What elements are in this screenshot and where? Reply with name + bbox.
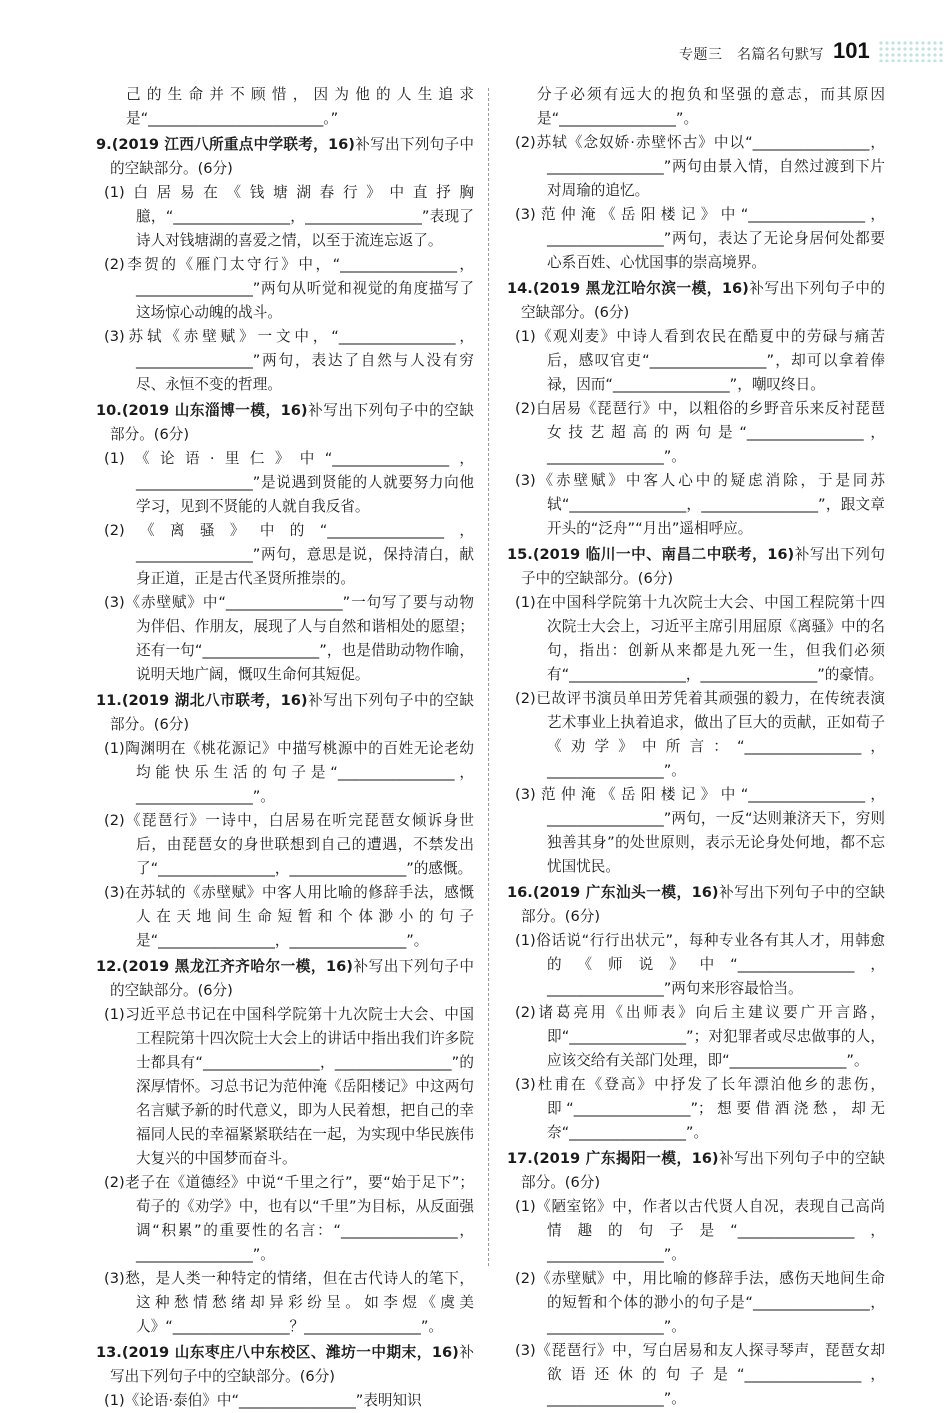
question-source: 12.(2019 黑龙江齐齐哈尔一模，16) [96, 958, 353, 975]
question-heading [507, 881, 885, 929]
question-heading [507, 1147, 885, 1195]
sub-question: (2)苏轼《念奴娇·赤壁怀古》中以“________________，________________”两句由景入情，自然过渡到下片对周瑜的追忆。 [515, 134, 885, 199]
sub-question: (2)白居易《琵琶行》中，以粗俗的乡野音乐来反衬琵琶女技艺超高的两句是“________________，________________”。 [515, 400, 885, 465]
right-column [507, 83, 885, 1411]
question-source: 14.(2019 黑龙江哈尔滨一模，16) [507, 280, 749, 297]
question-source: 10.(2019 山东淄博一模，16) [96, 402, 308, 419]
sub-question: (1)在中国科学院第十九次院士大会、中国工程院第十四次院士大会上，习近平主席引用屈原《离骚》中的名句，指出：创新从来都是九死一生，但我们必须有“________________，________________”的豪情。 [515, 594, 885, 683]
sub-question: (2)《赤壁赋》中，用比喻的修辞手法，感伤天地间生命的短暂和个体的渺小的句子是“________________，________________”。 [515, 1270, 885, 1335]
question-instruction: 补写出下列句子中的空缺部分。(6分) [521, 1150, 885, 1191]
page-number: 101 [833, 38, 870, 63]
question-heading [507, 277, 885, 325]
sub-question: (1)《论语·里仁》中“________________，________________”是说遇到贤能的人就要努力向他学习，见到不贤能的人就自我反省。 [104, 450, 474, 515]
sub-question: (2)《离骚》中的“________________，________________”两句，意思是说，保持清白，献身正道，正是古代圣贤所推崇的。 [104, 522, 474, 587]
question-source: 9.(2019 江西八所重点中学联考，16) [96, 136, 355, 153]
sub-question: (3)《赤壁赋》中“________________”一句写了要与动物为伴侣、作朋友，展现了人与自然和谐相处的愿望；还有一句“________________”，也是借助动物作喻，说明天地广阔，慨叹生命何其短促。 [104, 594, 474, 683]
question-instruction: 补写出下列句子中的空缺部分。(6分) [110, 136, 474, 177]
sub-question: (2)《琵琶行》一诗中，白居易在听完琵琶女倾诉身世后，由琵琶女的身世联想到自己的遭遇，不禁发出了“________________，________________”的感慨。 [104, 812, 474, 877]
sub-question: (3)杜甫在《登高》中抒发了长年漂泊他乡的悲伤，即“________________”；想要借酒浇愁，却无奈“________________”。 [515, 1076, 885, 1141]
question-instruction: 补写出下列句子中的空缺部分。(6分) [521, 884, 885, 925]
continued-text: 分子必须有远大的抱负和坚强的意志，而其原因是“________________”。 [537, 86, 885, 127]
section-topic: 专题三 名篇名句默写 [679, 47, 824, 63]
sub-question: (2)诸葛亮用《出师表》向后主建议要广开言路，即“________________”；对犯罪者或尽忠做事的人，应该交给有关部门处理，即“________________”。 [515, 1004, 885, 1069]
question-instruction: 补写出下列句子中的空缺部分。(6分) [110, 958, 474, 999]
sub-question: (3)范仲淹《岳阳楼记》中“________________，________________”两句，一反“达则兼济天下，穷则独善其身”的处世原则，表示无论身处何地，都不忘忧国忧民。 [515, 786, 885, 875]
question-heading [96, 955, 474, 1003]
sub-question: (3)愁，是人类一种特定的情绪，但在古代诗人的笔下，这种愁情愁绪却异彩纷呈。如李煜《虞美人》“________________？________________”。 [104, 1270, 474, 1335]
question-heading [96, 689, 474, 737]
sub-question: (1)俗话说“行行出状元”，每种专业各有其人才，用韩愈的《师说》中“________________，________________”两句来形容最恰当。 [515, 932, 885, 997]
question-source: 11.(2019 湖北八市联考，16) [96, 692, 308, 709]
column-divider [488, 88, 489, 1266]
dot-pattern-decoration [878, 40, 944, 62]
sub-question: (1)习近平总书记在中国科学院第十九次院士大会、中国工程院第十四次院士大会上的讲话中指出我们许多院士都具有“________________，________________”的深厚情怀。习总书记为范仲淹《岳阳楼记》中这两句名言赋予新的时代意义，即为人民着想，把自己的幸福同人民的幸福紧紧联结在一起，为实现中华民族伟大复兴的中国梦而奋斗。 [104, 1006, 474, 1167]
page-header [0, 36, 950, 70]
sub-question: (3)苏轼《赤壁赋》一文中，“________________，________________”两句，表达了自然与人没有穷尽、永恒不变的哲理。 [104, 328, 474, 393]
sub-question: (3)在苏轼的《赤壁赋》中客人用比喻的修辞手法，感慨人在天地间生命短暂和个体渺小的句子是“________________，________________”。 [104, 884, 474, 949]
sub-question: (1)《观刈麦》中诗人看到农民在酷夏中的劳碌与痛苦后，感叹官吏“________________”，却可以拿着俸禄，因而“________________”，嘲叹终日。 [515, 328, 885, 393]
sub-question: (1)《陋室铭》中，作者以古代贤人自况，表现自己高尚情趣的句子是“________________，________________”。 [515, 1198, 885, 1263]
question-instruction: 补写出下列句子中的空缺部分。(6分) [110, 402, 474, 443]
sub-question: (1)《论语·泰伯》中“________________”表明知识 [104, 1392, 422, 1409]
sub-question: (1)白居易在《钱塘湖春行》中直抒胸臆，“________________，________________”表现了诗人对钱塘湖的喜爱之情，以至于流连忘返了。 [104, 184, 474, 249]
question-heading [507, 543, 885, 591]
sub-question: (3)《赤壁赋》中客人心中的疑虑消除，于是同苏轼“________________，________________”，跟文章开头的“泛舟”“月出”遥相呼应。 [515, 472, 885, 537]
question-heading [96, 1341, 474, 1389]
sub-question: (3)《琵琶行》中，写白居易和友人探寻琴声，琵琶女却欲语还休的句子是“________________，________________”。 [515, 1342, 885, 1407]
sub-question: (1)陶渊明在《桃花源记》中描写桃源中的百姓无论老幼均能快乐生活的句子是“________________，________________”。 [104, 740, 474, 805]
question-source: 13.(2019 山东枣庄八中东校区、潍坊一中期末，16) [96, 1344, 459, 1361]
question-heading [96, 133, 474, 181]
question-source: 15.(2019 临川一中、南昌二中联考，16) [507, 546, 795, 563]
question-instruction: 补写出下列句子中的空缺部分。(6分) [521, 280, 885, 321]
sub-question: (2)李贺的《雁门太守行》中，“________________，________________”两句从听觉和视觉的角度描写了这场惊心动魄的战斗。 [104, 256, 474, 321]
sub-question: (3)范仲淹《岳阳楼记》中“________________，________________”两句，表达了无论身居何处都要心系百姓、心忧国事的崇高境界。 [515, 206, 885, 271]
continued-text: 己的生命并不顾惜，因为他的人生追求是“________________________。” [126, 86, 474, 127]
question-instruction: 补写出下列句子中的空缺部分。(6分) [521, 546, 885, 587]
question-heading [96, 399, 474, 447]
sub-question: (2)老子在《道德经》中说“千里之行”，要“始于足下”；荀子的《劝学》中，也有以“千里”为目标，从反面强调“积累”的重要性的名言：“________________，________________”。 [104, 1174, 474, 1263]
sub-question: (2)已故评书演员单田芳凭着其顽强的毅力，在传统表演艺术事业上执着追求，做出了巨大的贡献，正如荀子《劝学》中所言：“________________，________________”。 [515, 690, 885, 779]
question-source: 17.(2019 广东揭阳一模，16) [507, 1150, 719, 1167]
question-instruction: 补写出下列句子中的空缺部分。(6分) [110, 692, 474, 733]
question-source: 16.(2019 广东汕头一模，16) [507, 884, 719, 901]
left-column [96, 83, 474, 1413]
question-instruction: 补写出下列句子中的空缺部分。(6分) [110, 1344, 474, 1385]
